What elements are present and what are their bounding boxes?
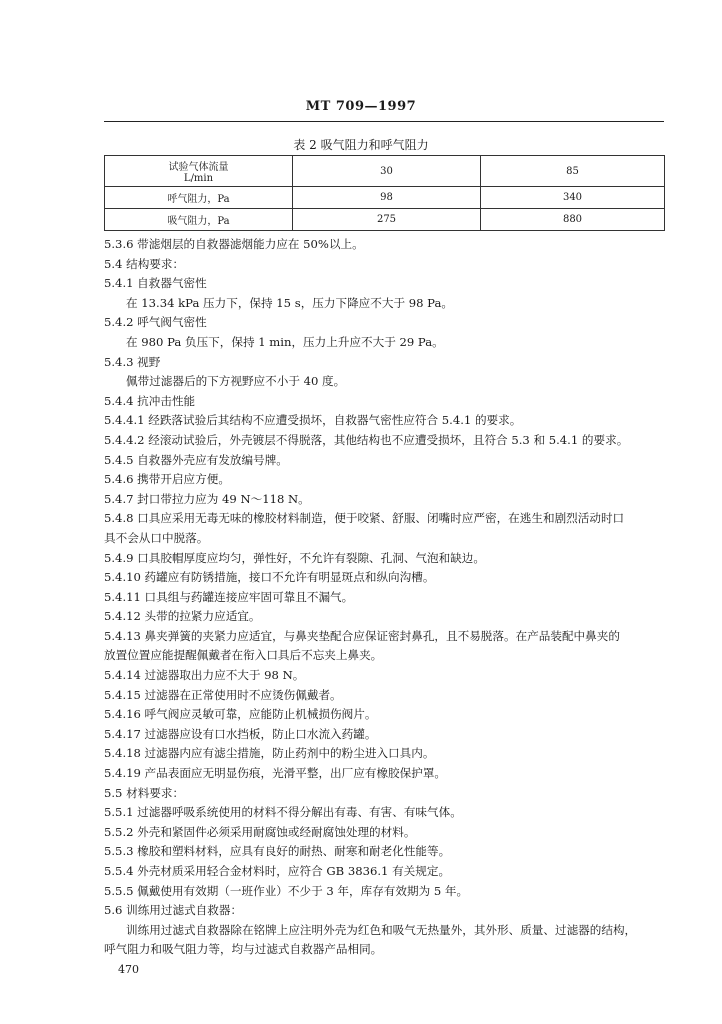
table-caption: 表 2 吸气阻力和呼气阻力 bbox=[293, 138, 429, 152]
table-row-label: 呼气阻力，Pa bbox=[105, 187, 293, 209]
text-line: 呼气阻力和吸气阻力等，均与过滤式自救器产品相同。 bbox=[104, 942, 383, 957]
text-line: 5.4.19 产品表面应无明显伤痕，光滑平整，出厂应有橡胶保护罩。 bbox=[104, 766, 447, 781]
text-line: 5.3.6 带滤烟层的自救器滤烟能力应在 50%以上。 bbox=[104, 237, 364, 251]
text-line: 5.4.8 口具应采用无毒无味的橡胶材料制造，便于咬紧、舒服、闭嘴时应严密，在逃生和剧烈活动时口 bbox=[104, 511, 625, 526]
text-line: 5.5.4 外壳材质采用轻合金材料时，应符合 GB 3836.1 有关规定。 bbox=[104, 864, 451, 878]
text-line: 5.5 材料要求： bbox=[104, 785, 185, 800]
text-line: 5.4.2 呼气阀气密性 bbox=[104, 315, 207, 330]
text-line: 5.4.9 口具胶帽厚度应均匀，弹性好，不允许有裂隙、孔洞、气泡和缺边。 bbox=[104, 550, 485, 565]
table-cell: 275 bbox=[293, 209, 481, 231]
text-line: 5.4.15 过滤器在正常使用时不应烫伤佩戴者。 bbox=[104, 687, 342, 702]
text-line: 5.4.10 药罐应有防锈措施，接口不允许有明显斑点和纵向沟槽。 bbox=[104, 570, 435, 585]
standard-number-header: MT 709—1997 bbox=[305, 99, 417, 114]
page-number: 470 bbox=[118, 963, 139, 976]
text-line: 在 980 Pa 负压下，保持 1 min，压力上升应不大于 29 Pa。 bbox=[126, 334, 444, 349]
text-line: 5.4.4 抗冲击性能 bbox=[104, 393, 196, 408]
table-row bbox=[105, 209, 665, 231]
document-body bbox=[104, 235, 666, 960]
table-row-label: 吸气阻力，Pa bbox=[105, 209, 293, 231]
text-line: 5.4.1 自救器气密性 bbox=[104, 276, 207, 291]
table-row bbox=[105, 156, 665, 187]
text-line: 5.4.11 口具组与药罐连接应牢固可靠且不漏气。 bbox=[104, 589, 354, 604]
text-line: 放置位置应能提醒佩戴者在衔入口具后不忘夹上鼻夹。 bbox=[104, 648, 383, 663]
flow-unit: L/min bbox=[183, 173, 214, 184]
table-cell: 30 bbox=[293, 156, 481, 187]
resistance-table bbox=[104, 155, 665, 231]
text-line: 5.4 结构要求： bbox=[104, 256, 185, 271]
table-cell: 85 bbox=[481, 156, 665, 187]
table-cell: 98 bbox=[293, 187, 481, 209]
text-line: 在 13.34 kPa 压力下，保持 15 s，压力下降应不大于 98 Pa。 bbox=[126, 295, 453, 310]
text-line: 5.4.18 过滤器内应有滤尘措施，防止药剂中的粉尘进入口具内。 bbox=[104, 746, 435, 761]
text-line: 5.5.5 佩戴使用有效期（一班作业）不少于 3 年，库存有效期为 5 年。 bbox=[104, 883, 469, 898]
text-line: 5.4.5 自救器外壳应有发放编号牌。 bbox=[104, 452, 288, 467]
text-line: 5.4.3 视野 bbox=[104, 354, 161, 369]
text-line: 5.4.17 过滤器应设有口水挡板，防止口水流入药罐。 bbox=[104, 726, 377, 741]
text-line: 5.4.6 携带开启应方便。 bbox=[104, 472, 230, 487]
table-cell: 340 bbox=[481, 187, 665, 209]
table-header-cell bbox=[105, 156, 293, 187]
text-line: 5.4.16 呼气阀应灵敏可靠，应能防止机械损伤阀片。 bbox=[104, 707, 377, 722]
text-line: 5.4.7 封口带拉力应为 49 N～118 N。 bbox=[104, 491, 310, 506]
text-line: 5.5.1 过滤器呼吸系统使用的材料不得分解出有毒、有害、有味气体。 bbox=[104, 805, 462, 820]
header-rule bbox=[104, 121, 664, 122]
text-line: 5.4.13 鼻夹弹簧的夹紧力应适宜，与鼻夹垫配合应保证密封鼻孔，且不易脱落。在产品装配中鼻夹的 bbox=[104, 628, 620, 643]
table-row bbox=[105, 187, 665, 209]
text-line: 5.4.14 过滤器取出力应不大于 98 N。 bbox=[104, 668, 305, 683]
table-cell: 880 bbox=[481, 209, 665, 231]
text-line: 5.6 训练用过滤式自救器： bbox=[104, 903, 243, 918]
text-line: 具不会从口中脱落。 bbox=[104, 530, 209, 545]
text-line: 训练用过滤式自救器除在铭牌上应注明外壳为红色和吸气无热量外，其外形、质量、过滤器的结构， bbox=[126, 922, 637, 937]
flow-label: 试验气体流量 bbox=[168, 162, 229, 173]
text-line: 佩带过滤器后的下方视野应不小于 40 度。 bbox=[126, 374, 346, 389]
text-line: 5.5.2 外壳和紧固件必须采用耐腐蚀或经耐腐蚀处理的材料。 bbox=[104, 824, 416, 839]
text-line: 5.4.4.1 经跌落试验后其结构不应遭受损坏，自救器气密性应符合 5.4.1 的要求。 bbox=[104, 413, 522, 428]
text-line: 5.5.3 橡胶和塑料材料，应具有良好的耐热、耐寒和耐老化性能等。 bbox=[104, 844, 451, 859]
text-line: 5.4.4.2 经滚动试验后，外壳镀层不得脱落，其他结构也不应遭受损坏，且符合 5.3 和 5.4.1 的要求。 bbox=[104, 432, 629, 447]
text-line: 5.4.12 头带的拉紧力应适宜。 bbox=[104, 609, 261, 624]
